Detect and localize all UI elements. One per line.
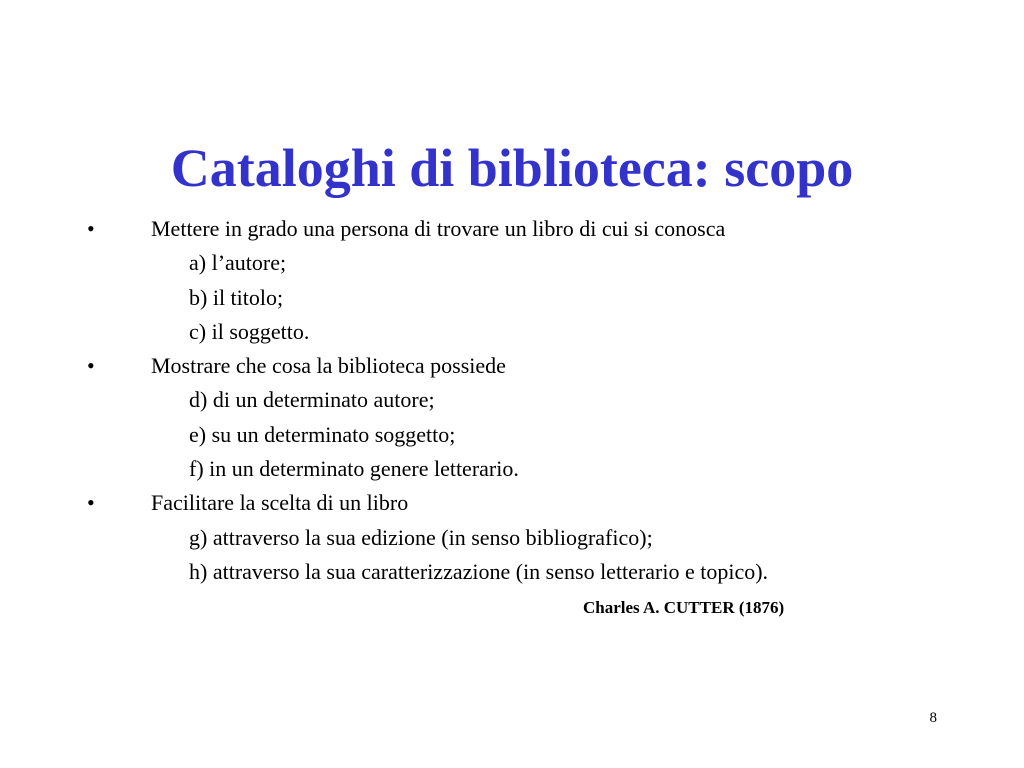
sub-item <box>0 246 1024 280</box>
sub-item <box>0 315 1024 349</box>
bullet-text: Mettere in grado una persona di trovare un libro di cui si conosca <box>151 216 726 241</box>
bullet-icon: • <box>87 353 95 379</box>
sub-item-text: c) il soggetto. <box>189 318 310 344</box>
sub-item <box>0 418 1024 452</box>
bullet-list <box>0 212 1024 589</box>
sub-item-text: e) su un determinato soggetto; <box>189 421 456 447</box>
page-number: 8 <box>929 710 937 726</box>
sub-item-text: h) attraverso la sua caratterizzazione (in senso letterario e topico). <box>189 558 769 584</box>
bullet-item <box>0 212 1024 246</box>
bullet-icon: • <box>87 490 95 516</box>
sub-item <box>0 521 1024 555</box>
sub-item-text: f) in un determinato genere letterario. <box>189 456 519 482</box>
attribution: Charles A. CUTTER (1876) <box>583 598 785 617</box>
bullet-text: Facilitare la scelta di un libro <box>151 490 409 516</box>
bullet-text: Mostrare che cosa la biblioteca possiede <box>151 353 506 379</box>
sub-item-text: g) attraverso la sua edizione (in senso bibliografico); <box>189 524 653 550</box>
slide-title: Cataloghi di biblioteca: scopo <box>170 138 854 199</box>
sub-item-text: b) il titolo; <box>189 284 284 310</box>
bullet-item <box>0 486 1024 520</box>
bullet-item <box>0 349 1024 383</box>
sub-item <box>0 452 1024 486</box>
sub-item <box>0 383 1024 417</box>
sub-item-text: d) di un determinato autore; <box>189 387 435 413</box>
sub-item-text: a) l’autore; <box>189 250 287 276</box>
bullet-icon: • <box>87 216 95 241</box>
sub-item <box>0 281 1024 315</box>
sub-item <box>0 555 1024 589</box>
